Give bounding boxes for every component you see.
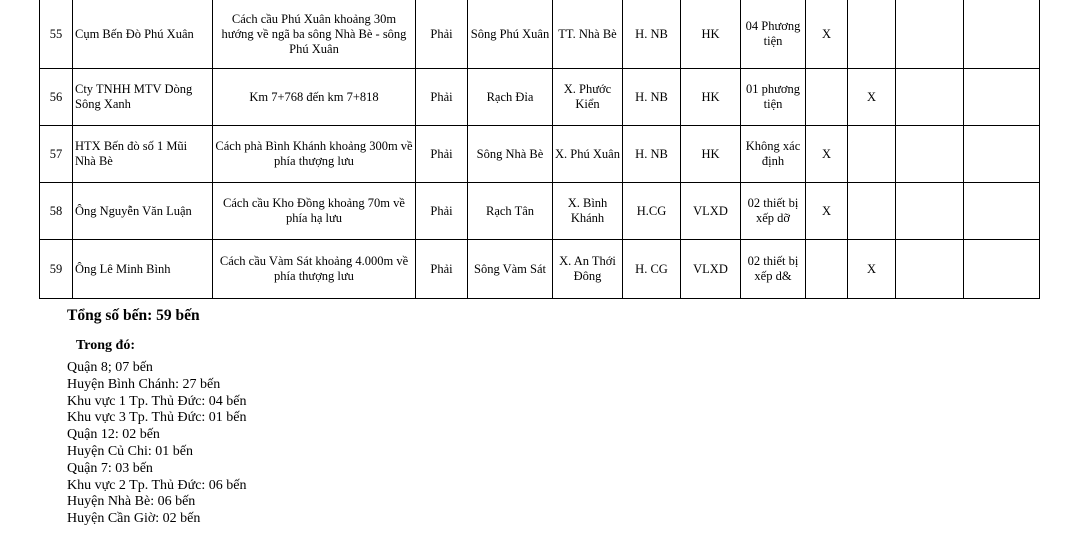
cell-mark-a: X <box>806 0 848 69</box>
cell-district: H. NB <box>623 69 681 126</box>
table-row <box>40 126 1040 183</box>
list-item: Huyện Cần Giờ: 02 bến <box>67 511 201 527</box>
cell-type: VLXD <box>681 183 741 240</box>
cell-bank: Phải <box>416 0 468 69</box>
cell-mark-b <box>848 0 896 69</box>
cell-river: Rạch Đỉa <box>468 69 553 126</box>
cell-mark-c <box>896 69 964 126</box>
total-docks-heading: Tổng số bến: 59 bến <box>67 307 200 324</box>
list-item: Khu vực 3 Tp. Thủ Đức: 01 bến <box>67 410 247 426</box>
cell-mark-d <box>964 69 1040 126</box>
breakdown-subtitle: Trong đó: <box>76 338 135 353</box>
list-item: Khu vực 2 Tp. Thủ Đức: 06 bến <box>67 477 247 493</box>
cell-ward: X. An Thới Đông <box>553 240 623 299</box>
cell-river: Sông Nhà Bè <box>468 126 553 183</box>
list-item: Huyện Nhà Bè: 06 bến <box>67 494 196 510</box>
cell-mark-d <box>964 0 1040 69</box>
cell-type: HK <box>681 126 741 183</box>
cell-mark-c <box>896 240 964 299</box>
cell-ward: X. Bình Khánh <box>553 183 623 240</box>
list-item: Khu vực 1 Tp. Thủ Đức: 04 bến <box>67 393 247 409</box>
cell-mark-c <box>896 0 964 69</box>
cell-name: Cty TNHH MTV Dòng Sông Xanh <box>73 69 213 126</box>
cell-mark-c <box>896 183 964 240</box>
cell-river: Sông Phú Xuân <box>468 0 553 69</box>
cell-district: H. NB <box>623 126 681 183</box>
list-item: Quận 8; 07 bến <box>67 360 153 375</box>
cell-mark-b <box>848 126 896 183</box>
cell-stt: 59 <box>40 240 73 299</box>
cell-stt: 57 <box>40 126 73 183</box>
cell-river: Rạch Tân <box>468 183 553 240</box>
table-row <box>40 183 1040 240</box>
cell-mark-a: X <box>806 183 848 240</box>
cell-mark-a: X <box>806 126 848 183</box>
list-item: Quận 12: 02 bến <box>67 427 160 443</box>
cell-mark-b: X <box>848 69 896 126</box>
cell-location: Cách cầu Phú Xuân khoảng 30m hướng về ngã ba sông Nhà Bè - sông Phú Xuân <box>213 0 416 69</box>
cell-mark-d <box>964 240 1040 299</box>
cell-ward: TT. Nhà Bè <box>553 0 623 69</box>
list-item: Huyện Bình Chánh: 27 bến <box>67 376 221 392</box>
cell-mark-d <box>964 183 1040 240</box>
cell-bank: Phải <box>416 240 468 299</box>
cell-location: Cách cầu Vàm Sát khoảng 4.000m về phía thượng lưu <box>213 240 416 299</box>
cell-ward: X. Phú Xuân <box>553 126 623 183</box>
list-item: Huyện Củ Chi: 01 bến <box>67 443 193 459</box>
cell-name: Cụm Bến Đò Phú Xuân <box>73 0 213 69</box>
cell-stt: 55 <box>40 0 73 69</box>
cell-mark-d <box>964 126 1040 183</box>
cell-name: Ông Lê Minh Bình <box>73 240 213 299</box>
cell-mark-b <box>848 183 896 240</box>
cell-equipment: Không xác định <box>741 126 806 183</box>
cell-mark-a <box>806 69 848 126</box>
cell-mark-a <box>806 240 848 299</box>
cell-type: HK <box>681 69 741 126</box>
cell-bank: Phải <box>416 69 468 126</box>
cell-equipment: 02 thiết bị xếp d& <box>741 240 806 299</box>
cell-name: Ông Nguyễn Văn Luận <box>73 183 213 240</box>
table-row <box>40 69 1040 126</box>
district-breakdown-list <box>67 360 247 528</box>
cell-type: HK <box>681 0 741 69</box>
cell-equipment: 01 phương tiện <box>741 69 806 126</box>
cell-stt: 56 <box>40 69 73 126</box>
cell-ward: X. Phước Kiển <box>553 69 623 126</box>
cell-location: Cách phà Bình Khánh khoảng 300m về phía thượng lưu <box>213 126 416 183</box>
cell-district: H. NB <box>623 0 681 69</box>
dock-table <box>39 0 1040 299</box>
cell-bank: Phải <box>416 183 468 240</box>
cell-river: Sông Vàm Sát <box>468 240 553 299</box>
table-row <box>40 240 1040 299</box>
cell-bank: Phải <box>416 126 468 183</box>
cell-mark-b: X <box>848 240 896 299</box>
list-item: Quận 7: 03 bến <box>67 460 153 476</box>
cell-district: H. CG <box>623 240 681 299</box>
cell-location: Cách cầu Kho Đồng khoảng 70m về phía hạ lưu <box>213 183 416 240</box>
cell-mark-c <box>896 126 964 183</box>
cell-location: Km 7+768 đến km 7+818 <box>213 69 416 126</box>
cell-name: HTX Bến đò số 1 Mũi Nhà Bè <box>73 126 213 183</box>
cell-equipment: 02 thiết bị xếp dỡ <box>741 183 806 240</box>
cell-type: VLXD <box>681 240 741 299</box>
cell-equipment: 04 Phương tiện <box>741 0 806 69</box>
cell-stt: 58 <box>40 183 73 240</box>
table-row <box>40 0 1040 69</box>
cell-district: H.CG <box>623 183 681 240</box>
